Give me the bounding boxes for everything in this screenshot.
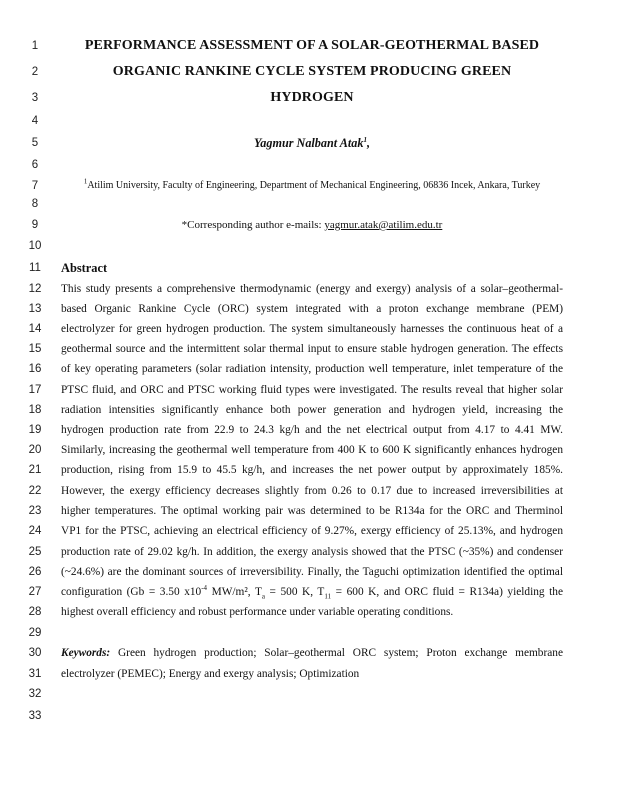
- abstract-line: of key operating parameters (solar radiation intensity, production well temperature, inlet temperature of the: [61, 363, 563, 375]
- abstract-config-line: [61, 585, 563, 599]
- title-line: PERFORMANCE ASSESSMENT OF A SOLAR-GEOTHERMAL BASED: [84, 38, 540, 53]
- line-number: 1: [31, 40, 39, 52]
- keywords-line: [61, 646, 563, 660]
- line-number: 16: [28, 363, 42, 375]
- keywords-text: Green hydrogen production; Solar–geothermal ORC system; Proton exchange membrane: [110, 647, 563, 659]
- line-number: 24: [28, 525, 42, 537]
- abstract-line: production, rising from 15.9 to 45.5 kg/h, and increases the net power output by approximately 185%.: [61, 464, 563, 476]
- line-number: 15: [28, 343, 42, 355]
- line-number: 19: [28, 424, 42, 436]
- title-line: ORGANIC RANKINE CYCLE SYSTEM PRODUCING GREEN: [112, 64, 512, 79]
- line-number: 25: [28, 546, 42, 558]
- corresponding-label: *Corresponding author e-mails:: [181, 219, 325, 231]
- line-number: 20: [28, 444, 42, 456]
- keywords-label: Keywords:: [61, 647, 111, 659]
- line-number: 13: [28, 303, 42, 315]
- line-number: 9: [31, 219, 39, 231]
- line-number: 22: [28, 485, 42, 497]
- abstract-line: electrolyzer for green hydrogen production. The system simultaneously harnesses the continuous heat of a: [61, 323, 563, 335]
- keywords-line: electrolyzer (PEMEC); Energy and exergy analysis; Optimization: [61, 668, 360, 680]
- abstract-line: based Organic Rankine Cycle (ORC) system integrated with a proton exchange membrane (PEM): [61, 303, 563, 315]
- line-number: 18: [28, 404, 42, 416]
- abstract-line: production rate of 29.02 kg/h. In addition, the exergy analysis showed that the PTSC (~35%) and condenser: [61, 546, 563, 558]
- affiliation-text: Atilim University, Faculty of Engineering, Department of Mechanical Engineering, 06836 Incek, Ankara, Turkey: [87, 180, 541, 191]
- abstract-line: PTSC fluid, and ORC and PTSC working fluid types were investigated. The results reveal that higher solar: [61, 384, 563, 396]
- title-line: HYDROGEN: [270, 90, 354, 105]
- line-number: 17: [28, 384, 42, 396]
- line-number: 3: [31, 92, 39, 104]
- affiliation-mark: 1: [83, 177, 88, 186]
- config-text: configuration (Gb = 3.50 x10: [61, 586, 202, 598]
- abstract-line: (~24.6%) are the dominant sources of irreversibility. Finally, the Taguchi optimization identified the optimal: [61, 566, 563, 578]
- abstract-line: higher temperatures. The optimal working pair was determined to be R134a for the ORC and Therminol: [61, 505, 563, 517]
- line-number: 29: [28, 627, 42, 639]
- author-line: [61, 136, 563, 150]
- abstract-line: VP1 for the PTSC, achieving an electrical efficiency of 9.27%, exergy efficiency of 25.13%, and hydrogen: [61, 525, 563, 537]
- author-affiliation-mark: 1: [363, 135, 367, 144]
- line-number: 26: [28, 566, 42, 578]
- config-exponent: -4: [201, 584, 208, 593]
- line-number: 30: [28, 647, 42, 659]
- line-number: 21: [28, 464, 42, 476]
- line-number: 31: [28, 668, 42, 680]
- line-number: 10: [28, 240, 42, 252]
- line-number: 5: [31, 137, 39, 149]
- corresponding-author: [61, 218, 563, 232]
- abstract-line: radiation intensities significantly enhance both power generation and hydrogen yield, increasing the: [61, 404, 563, 416]
- config-text: = 500 K, T: [265, 586, 325, 598]
- line-number: 27: [28, 586, 42, 598]
- line-number: 8: [31, 198, 39, 210]
- abstract-line: This study presents a comprehensive thermodynamic (energy and exergy) analysis of a solar–geothermal-: [61, 283, 563, 295]
- line-number: 6: [31, 159, 39, 171]
- line-number: 2: [31, 66, 39, 78]
- line-number: 11: [29, 262, 41, 274]
- line-number: 7: [31, 180, 39, 192]
- line-number: 4: [31, 115, 39, 127]
- abstract-heading: Abstract: [61, 261, 108, 275]
- abstract-line: highest overall efficiency and robust performance under variable operating conditions.: [61, 606, 454, 618]
- config-text: = 600 K, and ORC fluid = R134a) yielding the: [331, 586, 563, 598]
- author-suffix: ,: [366, 136, 371, 150]
- line-number: 12: [28, 283, 42, 295]
- author-name: Yagmur Nalbant Atak: [253, 136, 364, 150]
- abstract-line: geothermal source and the intermittent solar thermal input to ensure stable hydrogen generation. The effects: [61, 343, 563, 355]
- line-number: 28: [28, 606, 42, 618]
- abstract-line: hydrogen production rate from 22.9 to 24.3 kg/h and the net electrical output from 4.17 to 4.41 MW.: [61, 424, 563, 436]
- email-link[interactable]: yagmur.atak@atilim.edu.tr: [324, 219, 443, 231]
- line-number: 33: [28, 710, 42, 722]
- abstract-line: However, the exergy efficiency decreases slightly from 0.26 to 0.17 due to increased irreversibilities at: [61, 485, 563, 497]
- line-number: 32: [28, 688, 42, 700]
- config-text: MW/m², T: [207, 586, 262, 598]
- abstract-line: Similarly, increasing the geothermal well temperature from 400 K to 600 K significantly enhances hydrogen: [61, 444, 563, 456]
- config-subscript: 11: [324, 592, 332, 601]
- config-subscript: a: [261, 592, 265, 601]
- line-number: 14: [28, 323, 42, 335]
- line-number: 23: [28, 505, 42, 517]
- affiliation: [61, 179, 563, 193]
